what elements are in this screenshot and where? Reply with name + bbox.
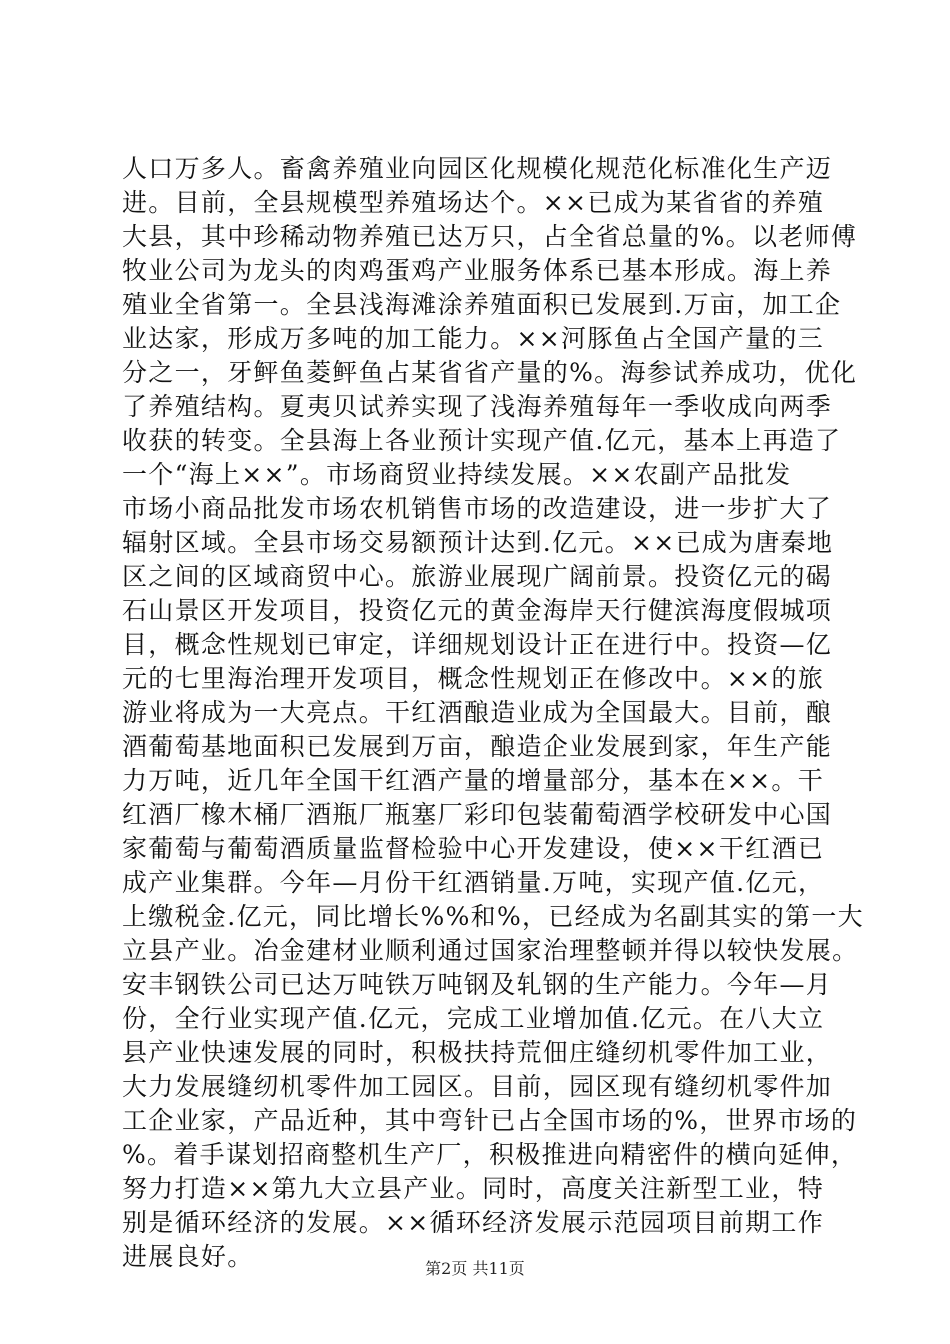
text-line: 安丰钢铁公司已达万吨铁万吨钢及轧钢的生产能力。今年—月 <box>122 970 833 999</box>
text-line: 收获的转变。全县海上各业预计实现产值.亿元，基本上再造了 <box>122 426 842 455</box>
text-line: 人口万多人。畜禽养殖业向园区化规模化规范化标准化生产迈 <box>122 154 833 183</box>
text-line: 家葡萄与葡萄酒质量监督检验中心开发建设，使××干红酒已 <box>122 834 824 863</box>
text-line: 酒葡萄基地面积已发展到万亩，酿造企业发展到家，年生产能 <box>122 732 833 761</box>
text-line: 牧业公司为龙头的肉鸡蛋鸡产业服务体系已基本形成。海上养 <box>122 256 833 285</box>
text-line: 份，全行业实现产值.亿元，完成工业增加值.亿元。在八大立 <box>122 1004 825 1033</box>
text-line: 大力发展缝纫机零件加工园区。目前，园区现有缝纫机零件加 <box>122 1072 833 1101</box>
text-line: 石山景区开发项目，投资亿元的黄金海岸天行健滨海度假城项 <box>122 596 833 625</box>
text-line: 努力打造××第九大立县产业。同时，高度关注新型工业，特 <box>122 1174 824 1203</box>
text-line: 了养殖结构。夏夷贝试养实现了浅海养殖每年一季收成向两季 <box>122 392 833 421</box>
text-line: 殖业全省第一。全县浅海滩涂养殖面积已发展到.万亩，加工企 <box>122 290 842 319</box>
text-line: 分之一，牙鲆鱼菱鲆鱼占某省省产量的%。海参试养成功，优化 <box>122 358 858 387</box>
text-line: 进展良好。 <box>122 1242 254 1271</box>
text-line: 区之间的区域商贸中心。旅游业展现广阔前景。投资亿元的碣 <box>122 562 833 591</box>
text-line: 元的七里海治理开发项目，概念性规划正在修改中。××的旅 <box>122 664 824 693</box>
text-line: 进。目前，全县规模型养殖场达个。××已成为某省省的养殖 <box>122 188 824 217</box>
text-line: 大县，其中珍稀动物养殖已达万只，占全省总量的%。以老师傅 <box>122 222 858 251</box>
text-line: 辐射区域。全县市场交易额预计达到.亿元。××已成为唐秦地 <box>122 528 834 557</box>
page-number-footer: 第2页 共11页 <box>425 1259 525 1278</box>
text-line: 红酒厂橡木桶厂酒瓶厂瓶塞厂彩印包装葡萄酒学校研发中心国 <box>122 800 833 829</box>
text-line: 别是循环经济的发展。××循环经济发展示范园项目前期工作 <box>122 1208 824 1237</box>
text-line: 市场小商品批发市场农机销售市场的改造建设，进一步扩大了 <box>122 494 833 523</box>
text-line: %。着手谋划招商整机生产厂，积极推进向精密件的横向延伸， <box>122 1140 858 1169</box>
text-line: 立县产业。冶金建材业顺利通过国家治理整顿并得以较快发展。 <box>122 936 859 965</box>
text-line: 成产业集群。今年—月份干红酒销量.万吨，实现产值.亿元， <box>122 868 825 897</box>
text-line: 游业将成为一大亮点。干红酒酿造业成为全国最大。目前，酿 <box>122 698 833 727</box>
text-line: 县产业快速发展的同时，积极扶持荒佃庄缝纫机零件加工业， <box>122 1038 833 1067</box>
text-line: 工企业家，产品近种，其中弯针已占全国市场的%，世界市场的 <box>122 1106 858 1135</box>
text-line: 目，概念性规划已审定，详细规划设计正在进行中。投资—亿 <box>122 630 833 659</box>
text-line: 一个“海上××”。市场商贸业持续发展。××农副产品批发 <box>122 460 792 489</box>
text-line: 力万吨，近几年全国干红酒产量的增量部分，基本在××。干 <box>122 766 824 795</box>
text-line: 上缴税金.亿元，同比增长%%和%，已经成为名副其实的第一大 <box>122 902 864 931</box>
text-line: 业达家，形成万多吨的加工能力。××河豚鱼占全国产量的三 <box>122 324 824 353</box>
body-paragraph <box>122 152 864 1274</box>
